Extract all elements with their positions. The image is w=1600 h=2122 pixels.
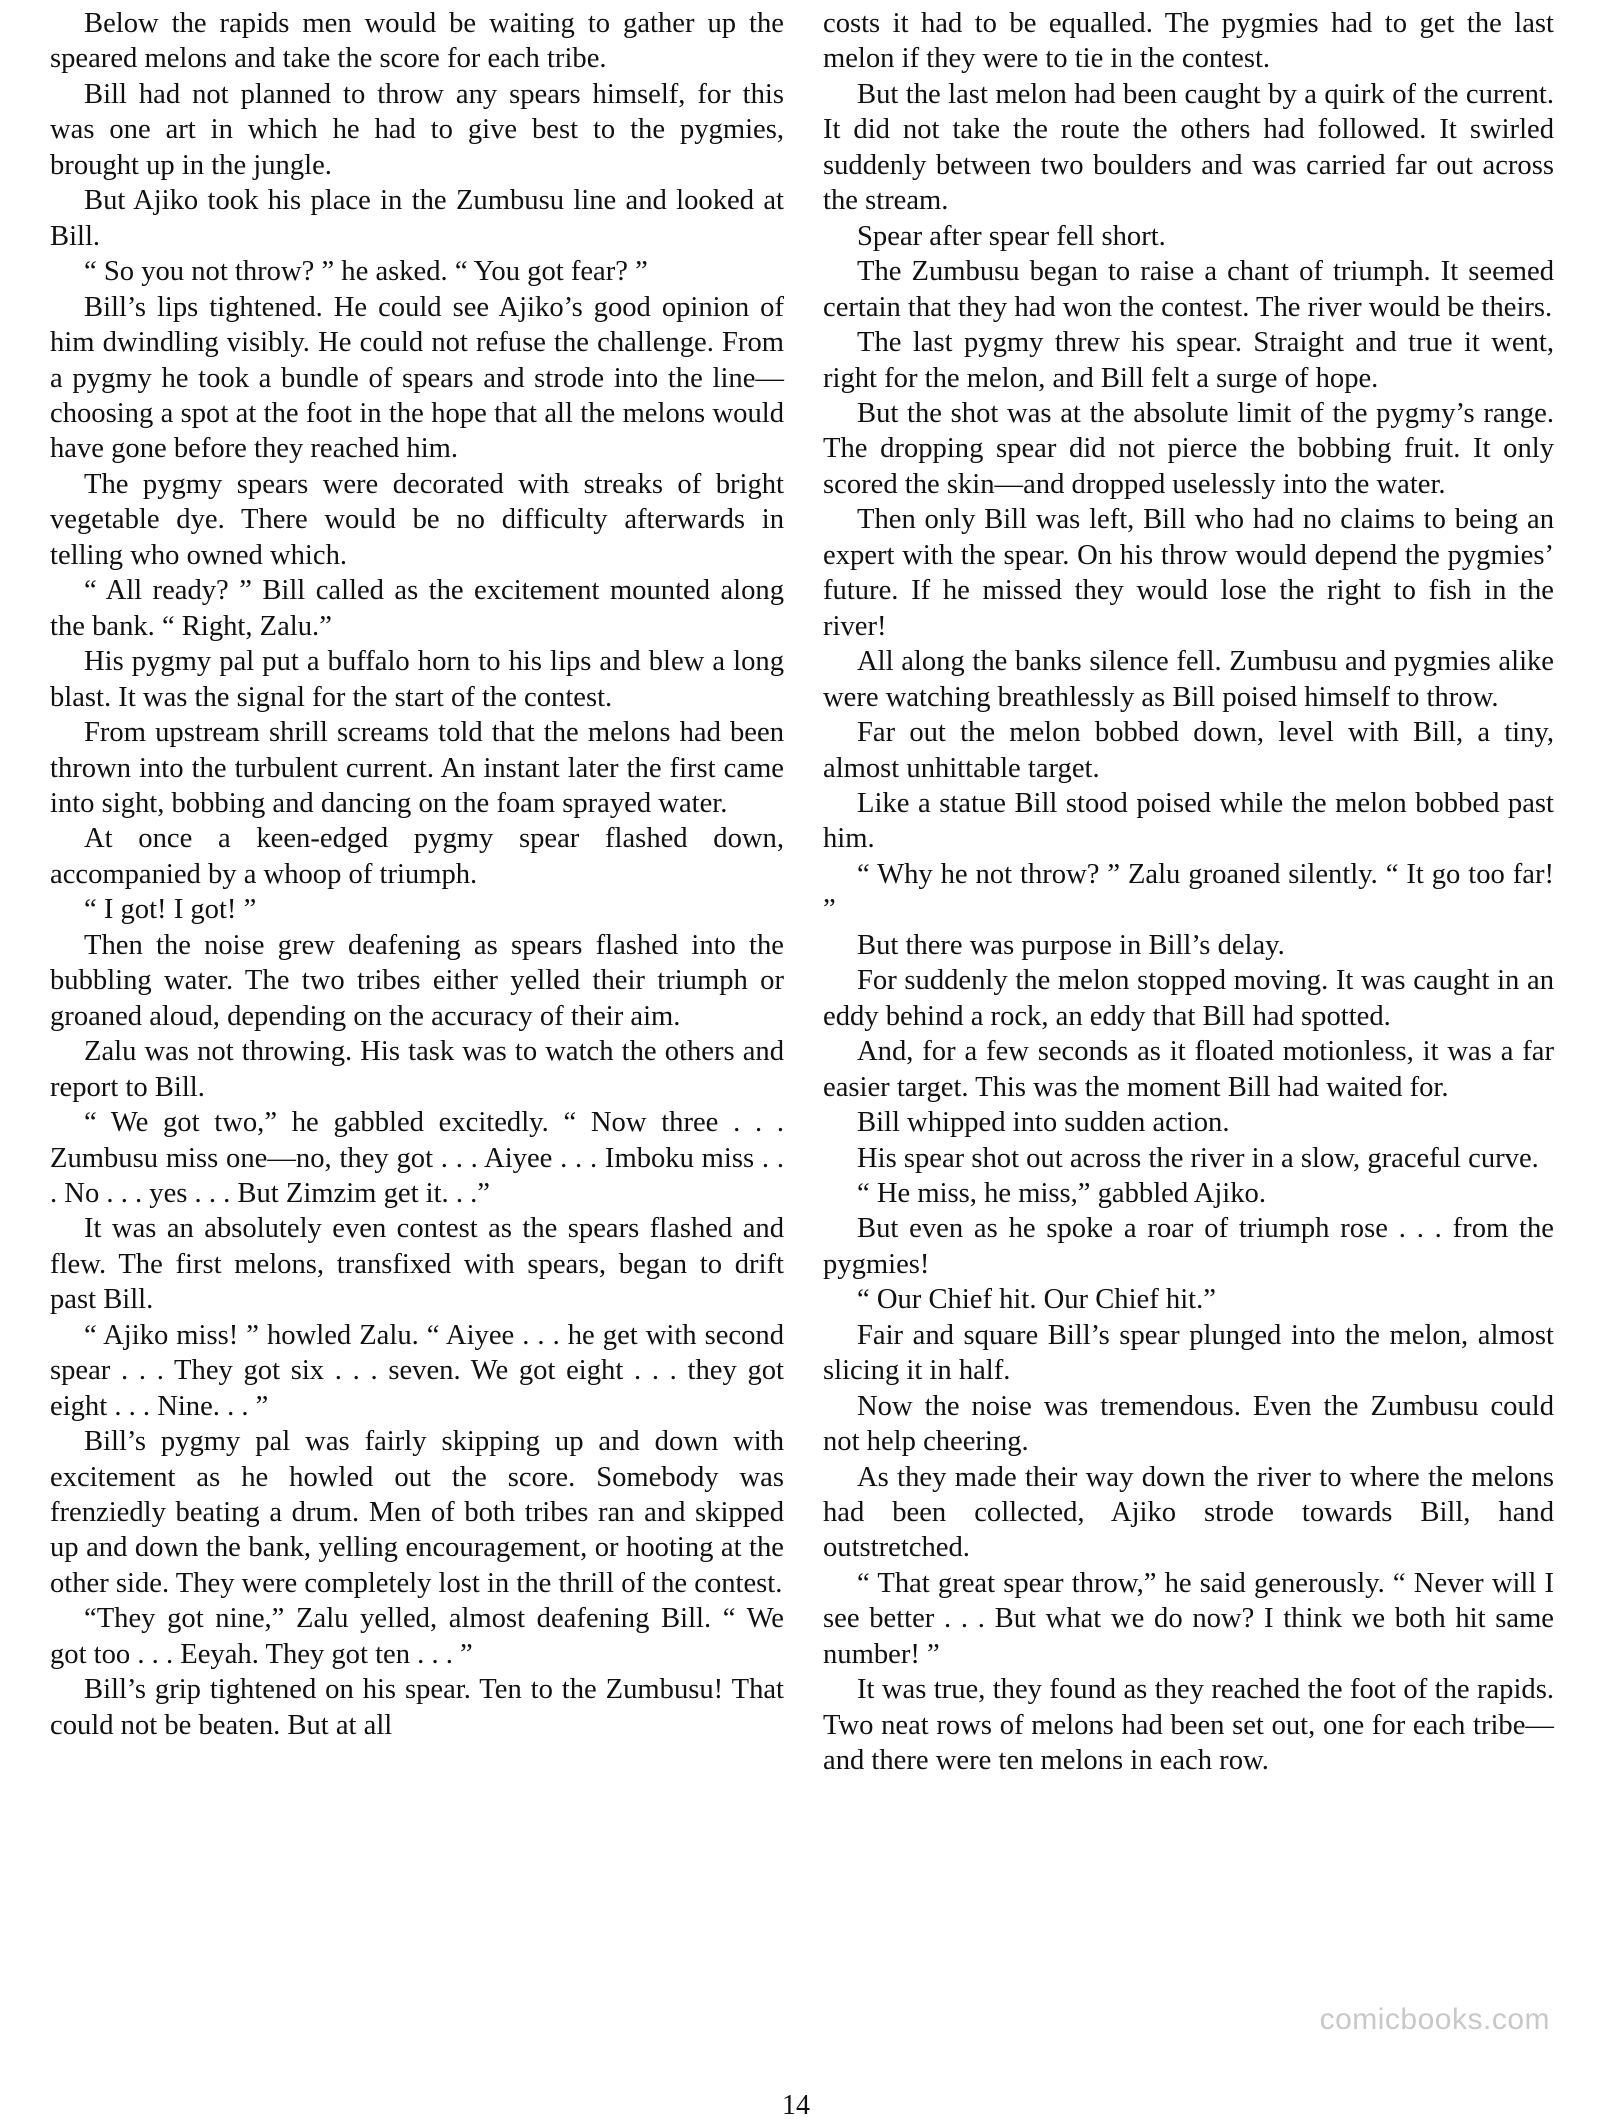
paragraph: Bill’s pygmy pal was fairly skipping up and down with excitement as he howled out the score. Somebody was frenziedly beating a drum. Men of both tribes ran and skipped up and down the bank, yelling encouragement, or hooting at the other side. They were completely lost in the thrill of the contest. xyxy=(50,1426,784,1599)
paragraph: As they made their way down the river to where the melons had been collected, Ajiko strode towards Bill, hand outstretched. xyxy=(823,1461,1554,1564)
paragraph: Bill had not planned to throw any spears himself, for this was one art in which he had to give best to the pygmies, brought up in the jungle. xyxy=(50,78,784,181)
paragraph: “They got nine,” Zalu yelled, almost deafening Bill. “ We got too . . . Eeyah. They got ten . . . ” xyxy=(50,1603,784,1670)
paragraph: Bill’s lips tightened. He could see Ajiko’s good opinion of him dwindling visibly. He could not refuse the challenge. From a pygmy he took a bundle of spears and strode into the line—choosing a spot at the foot in the hope that all the melons would have gone before they reached him. xyxy=(50,291,784,465)
paragraph: Below the rapids men would be waiting to gather up the speared melons and take the score for each tribe. xyxy=(50,8,784,75)
paragraph: “ I got! I got! ” xyxy=(84,894,257,926)
paragraph: From upstream shrill screams told that the melons had been thrown into the turbulent current. An instant later the first came into sight, bobbing and dancing on the foam sprayed water. xyxy=(50,717,784,819)
right-text-column xyxy=(823,6,1554,1779)
left-text-column xyxy=(50,6,784,1743)
paragraph: “ He miss, he miss,” gabbled Ajiko. xyxy=(857,1177,1266,1209)
paragraph: At once a keen-edged pygmy spear flashed down, accompanied by a whoop of triumph. xyxy=(50,823,784,890)
paragraph: His pygmy pal put a buffalo horn to his lips and blew a long blast. It was the signal for the start of the contest. xyxy=(50,646,784,713)
paragraph: His spear shot out across the river in a slow, graceful curve. xyxy=(857,1142,1539,1174)
paragraph: Bill’s grip tightened on his spear. Ten to the Zumbusu! That could not be beaten. But at all xyxy=(50,1674,784,1741)
paragraph: And, for a few seconds as it floated motionless, it was a far easier target. This was the moment Bill had waited for. xyxy=(823,1036,1554,1103)
paragraph: But even as he spoke a roar of triumph rose . . . from the pygmies! xyxy=(823,1213,1554,1280)
paragraph: Then only Bill was left, Bill who had no claims to being an expert with the spear. On his throw would depend the pygmies’ future. If he missed they would lose the right to fish in the river! xyxy=(823,504,1554,642)
paragraph: “ Our Chief hit. Our Chief hit.” xyxy=(857,1284,1216,1316)
paragraph: “ So you not throw? ” he asked. “ You got fear? ” xyxy=(84,256,648,288)
paragraph: But the shot was at the absolute limit of the pygmy’s range. The dropping spear did not pierce the bobbing fruit. It only scored the skin—and dropped uselessly into the water. xyxy=(823,397,1554,500)
paragraph: “ Why he not throw? ” Zalu groaned silently. “ It go too far! ” xyxy=(823,858,1554,926)
paragraph: Far out the melon bobbed down, level with Bill, a tiny, almost unhittable target. xyxy=(823,717,1554,784)
paragraph: “ Ajiko miss! ” howled Zalu. “ Aiyee . . . he get with second spear . . . They got six . . . seven. We got eight . . . they got eight . . . Nine. . . ” xyxy=(50,1319,784,1422)
paragraph: “ We got two,” he gabbled excitedly. “ Now three . . . Zumbusu miss one—no, they got . . . Aiyee . . . Imboku miss . . . No . . . yes . . . But Zimzim get it. . .” xyxy=(50,1107,784,1209)
paragraph: Then the noise grew deafening as spears flashed into the bubbling water. The two tribes either yelled their triumph or groaned aloud, depending on the accuracy of their aim. xyxy=(50,929,784,1032)
paragraph: But there was purpose in Bill’s delay. xyxy=(857,929,1285,961)
watermark: comicbooks.com xyxy=(1319,2003,1550,2036)
paragraph: Spear after spear fell short. xyxy=(857,220,1166,252)
paragraph: The Zumbusu began to raise a chant of triumph. It seemed certain that they had won the contest. The river would be theirs. xyxy=(823,256,1554,323)
paragraph: Zalu was not throwing. His task was to watch the others and report to Bill. xyxy=(50,1036,784,1103)
paragraph: Now the noise was tremendous. Even the Zumbusu could not help cheering. xyxy=(823,1390,1554,1458)
paragraph: “ That great spear throw,” he said generously. “ Never will I see better . . . But what we do now? I think we both hit same number! ” xyxy=(823,1567,1554,1670)
paragraph: But Ajiko took his place in the Zumbusu line and looked at Bill. xyxy=(50,185,784,252)
paragraph: Like a statue Bill stood poised while the melon bobbed past him. xyxy=(823,787,1554,855)
paragraph: costs it had to be equalled. The pygmies had to get the last melon if they were to tie in the contest. xyxy=(823,8,1554,75)
paragraph: The last pygmy threw his spear. Straight and true it went, right for the melon, and Bill felt a surge of hope. xyxy=(823,327,1554,394)
paragraph: But the last melon had been caught by a quirk of the current. It did not take the route the others had followed. It swirled suddenly between two boulders and was carried far out across the stream. xyxy=(823,78,1554,217)
paragraph: The pygmy spears were decorated with streaks of bright vegetable dye. There would be no difficulty afterwards in telling who owned which. xyxy=(50,468,784,571)
page-number: 14 xyxy=(782,2090,810,2121)
paragraph: All along the banks silence fell. Zumbusu and pygmies alike were watching breathlessly as Bill poised himself to throw. xyxy=(823,646,1554,713)
paragraph: Fair and square Bill’s spear plunged into the melon, almost slicing it in half. xyxy=(823,1319,1554,1387)
paragraph: It was an absolutely even contest as the spears flashed and flew. The first melons, transfixed with spears, began to drift past Bill. xyxy=(50,1213,784,1316)
paragraph: “ All ready? ” Bill called as the excitement mounted along the bank. “ Right, Zalu.” xyxy=(50,575,784,642)
paragraph: For suddenly the melon stopped moving. It was caught in an eddy behind a rock, an eddy that Bill had spotted. xyxy=(823,965,1554,1032)
paragraph: It was true, they found as they reached the foot of the rapids. Two neat rows of melons had been set out, one for each tribe—and there were ten melons in each row. xyxy=(823,1674,1554,1777)
paragraph: Bill whipped into sudden action. xyxy=(857,1107,1230,1139)
